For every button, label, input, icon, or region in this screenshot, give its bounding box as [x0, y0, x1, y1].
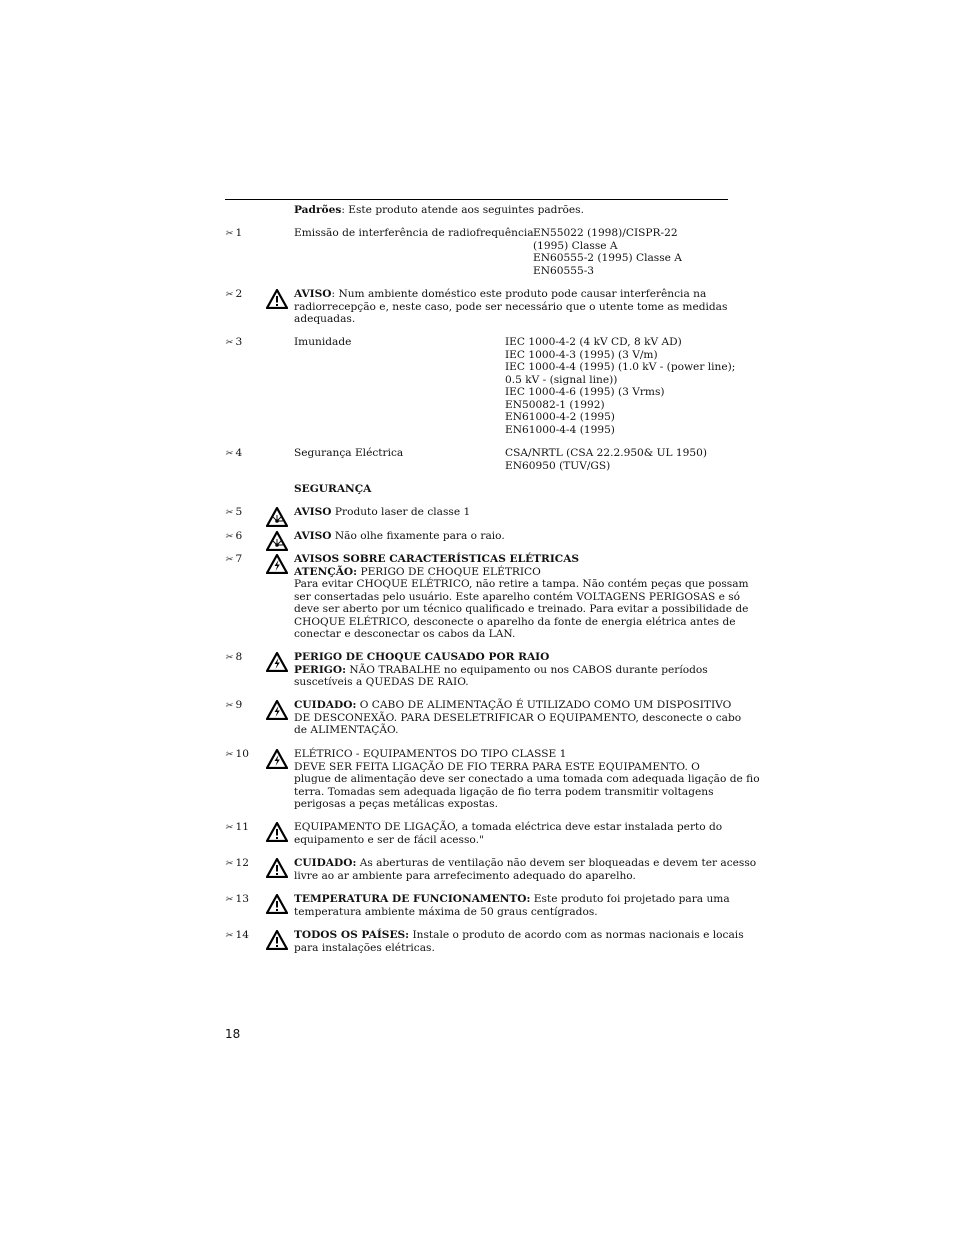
item-text [294, 288, 730, 326]
item-number [225, 553, 242, 567]
item-number [225, 336, 242, 350]
text-line [294, 676, 730, 689]
value-line: EN60950 (TUV/GS) [505, 459, 611, 472]
pencil-mark-icon: ✂ [225, 508, 232, 518]
item-number-value: 12 [235, 857, 250, 869]
line-text: suscetíveis a QUEDAS DE RAIO. [294, 676, 469, 688]
line-text: As aberturas de ventilação não devem ser bloqueadas e devem ter acesso [356, 857, 757, 869]
item-number [225, 893, 249, 907]
pencil-mark-icon: ✂ [225, 338, 232, 348]
item-number [225, 506, 242, 520]
item-bold-label: CUIDADO: [294, 699, 357, 711]
item-bold-label: PERIGO: [294, 663, 346, 676]
text-line [294, 906, 730, 919]
text-line [294, 699, 730, 712]
text-line [294, 664, 730, 677]
line-text: de ALIMENTAÇÃO. [294, 724, 399, 736]
item-number [225, 227, 242, 241]
value-line: EN55022 (1998)/CISPR-22 [533, 227, 678, 239]
page-number: 18 [225, 1027, 241, 1041]
value-line: EN60555-3 [533, 264, 595, 277]
item-number [225, 699, 242, 713]
item-number-value: 5 [235, 506, 243, 518]
standards-label: Padrões [294, 204, 342, 216]
line-text: EQUIPAMENTO DE LIGAÇÃO, a tomada eléctrica deve estar instalada perto do [294, 821, 723, 833]
pencil-mark-icon: ✂ [225, 701, 232, 711]
pencil-mark-icon: ✂ [225, 555, 232, 565]
item-number-value: 8 [235, 651, 243, 663]
warning-triangle-icon [266, 822, 288, 842]
item-text [294, 227, 730, 277]
item-values [533, 227, 773, 277]
line-text: ser consertadas pelo usuário. Este aparelho contém VOLTAGENS PERIGOSAS e só [294, 590, 741, 603]
electric-shock-icon [266, 554, 288, 574]
pencil-mark-icon: ✂ [225, 653, 232, 663]
item-values [505, 336, 745, 436]
value-line: 0.5 kV - (signal line)) [505, 373, 618, 386]
item-bold-label: AVISO [294, 506, 332, 518]
text-line [294, 615, 736, 629]
item-text [294, 699, 742, 737]
value-line: (1995) Classe A [533, 239, 618, 252]
item-bold-label: TODOS OS PAÍSES: [294, 929, 410, 941]
value-line: EN60555-2 (1995) Classe A [533, 252, 682, 264]
item-number [225, 651, 242, 665]
line-text: temperatura ambiente máxima de 50 graus centígrados. [294, 905, 598, 918]
line-text: PERIGO DE CHOQUE ELÉTRICO [357, 565, 541, 578]
line-text: : Num ambiente doméstico este produto pode causar interferência na [331, 288, 707, 300]
item-text [294, 821, 730, 846]
line-text: perigosas a peças metálicas expostas. [294, 798, 498, 810]
laser-warning-icon [266, 507, 288, 527]
text-line [294, 530, 730, 543]
line-text: terra. Tomadas sem adequada ligação de fio terra podem transmitir voltagens [294, 785, 714, 798]
text-line [294, 578, 749, 591]
line-text: para instalações elétricas. [294, 941, 435, 954]
line-text: NÃO TRABALHE no equipamento ou nos CABOS durante períodos [346, 663, 708, 676]
value-line: IEC 1000-4-2 (4 kV CD, 8 kV AD) [505, 336, 682, 348]
line-text: O CABO DE ALIMENTAÇÃO É UTILIZADO COMO UM DISPOSITIVO [356, 699, 732, 711]
line-text: Produto laser de classe 1 [331, 506, 471, 518]
item-number [225, 929, 249, 943]
item-text [294, 336, 736, 436]
text-line [294, 773, 760, 786]
item-text [294, 748, 760, 811]
text-line [294, 870, 730, 883]
item-number [225, 821, 249, 835]
item-number-value: 13 [235, 893, 250, 905]
pencil-mark-icon: ✂ [225, 895, 232, 905]
pencil-mark-icon: ✂ [225, 859, 232, 869]
value-line: EN61000-4-4 (1995) [505, 423, 615, 436]
line-text: equipamento e ser de fácil acesso." [294, 833, 484, 846]
text-line [294, 566, 730, 579]
line-text: livre ao ar ambiente para arrefecimento adequado do aparelho. [294, 869, 636, 882]
line-text: conectar e desconectar os cabos da LAN. [294, 628, 516, 640]
item-text [294, 553, 749, 641]
warning-triangle-icon [266, 289, 288, 309]
item-text [294, 447, 730, 472]
item-number [225, 530, 242, 544]
line-text: adequadas. [294, 313, 356, 325]
electric-shock-icon [266, 749, 288, 769]
item-number-value: 6 [235, 530, 243, 542]
pencil-mark-icon: ✂ [225, 750, 232, 760]
line-text: Instale o produto de acordo com as normas nacionais e locais [409, 929, 744, 941]
text-line [294, 893, 730, 906]
value-line: EN50082-1 (1992) [505, 398, 605, 411]
warning-triangle-icon [266, 930, 288, 950]
pencil-mark-icon: ✂ [225, 229, 232, 239]
text-line [294, 942, 730, 955]
text-line [294, 748, 730, 761]
line-text: DE DESCONEXÃO. PARA DESELETRIFICAR O EQUIPAMENTO, desconecte o cabo [294, 711, 742, 724]
item-bold-label: ATENÇÃO: [294, 565, 358, 578]
top-rule [225, 199, 728, 200]
item-title: AVISOS SOBRE CARACTERÍSTICAS ELÉTRICAS [294, 553, 580, 565]
text-line [294, 724, 730, 737]
item-number-value: 2 [235, 288, 243, 300]
text-line [294, 711, 742, 725]
standards-intro-text [294, 204, 730, 217]
item-number-value: 1 [235, 227, 243, 239]
value-line: IEC 1000-4-6 (1995) (3 Vrms) [505, 386, 665, 398]
line-text: ELÉTRICO - EQUIPAMENTOS DO TIPO CLASSE 1 [294, 748, 567, 760]
warning-triangle-icon [266, 858, 288, 878]
text-line [294, 603, 749, 616]
text-line [294, 821, 730, 834]
pencil-mark-icon: ✂ [225, 823, 232, 833]
text-line [294, 798, 730, 811]
item-bold-label: AVISO [294, 288, 332, 300]
warning-triangle-icon [266, 894, 288, 914]
text-line [294, 628, 730, 641]
text-line [294, 313, 730, 326]
item-text [294, 893, 730, 918]
line-text: Não olhe fixamente para o raio. [331, 530, 505, 542]
text-line [294, 929, 744, 942]
pencil-mark-icon: ✂ [225, 290, 232, 300]
item-title: PERIGO DE CHOQUE CAUSADO POR RAIO [294, 651, 550, 663]
item-number-value: 9 [235, 699, 243, 711]
item-label: Segurança Eléctrica [294, 447, 404, 459]
text-line [294, 590, 741, 604]
line-text: plugue de alimentação deve ser conectado a uma tomada com adequada ligação de fio [294, 773, 760, 785]
item-bold-label: AVISO [294, 530, 332, 542]
item-label: Imunidade [294, 336, 352, 348]
item-number-value: 7 [235, 553, 243, 565]
item-text [294, 506, 730, 519]
item-number [225, 288, 242, 302]
value-line: IEC 1000-4-4 (1995) (1.0 kV - (power line); [505, 361, 736, 373]
item-text [294, 929, 744, 954]
value-line: EN61000-4-2 (1995) [505, 411, 615, 423]
heading-label: SEGURANÇA [294, 483, 372, 495]
item-label: Emissão de interferência de radiofrequência [294, 227, 534, 239]
section-heading-text [294, 483, 730, 496]
text-line [294, 506, 730, 519]
item-number-value: 3 [235, 336, 243, 348]
pencil-mark-icon: ✂ [225, 532, 232, 542]
line-text: DEVE SER FEITA LIGAÇÃO DE FIO TERRA PARA ESTE EQUIPAMENTO. O [294, 760, 700, 773]
text-line [294, 857, 757, 870]
item-number-value: 11 [235, 821, 250, 833]
laser-warning-icon [266, 531, 288, 551]
line-text: Para evitar CHOQUE ELÉTRICO, não retire a tampa. Não contém peças que possam [294, 578, 749, 590]
line-text: Este produto foi projetado para uma [530, 893, 730, 905]
item-text [294, 651, 730, 689]
item-number [225, 748, 249, 762]
item-values [505, 447, 745, 472]
item-text [294, 530, 730, 543]
item-number-value: 10 [235, 748, 250, 760]
text-line [294, 786, 730, 799]
item-number-value: 14 [235, 929, 250, 941]
item-text [294, 857, 757, 882]
line-text: CHOQUE ELÉTRICO, desconecte o aparelho da fonte de energia elétrica antes de [294, 615, 736, 628]
item-number [225, 447, 242, 461]
text-line [294, 301, 730, 314]
standards-text: : Este produto atende aos seguintes padrões. [341, 204, 584, 216]
electric-shock-icon [266, 652, 288, 672]
item-bold-label: TEMPERATURA DE FUNCIONAMENTO: [294, 893, 531, 905]
item-number-value: 4 [235, 447, 243, 459]
text-line [294, 834, 730, 847]
text-line [294, 288, 730, 301]
value-line: CSA/NRTL (CSA 22.2.950& UL 1950) [505, 447, 708, 459]
item-number [225, 857, 249, 871]
text-line [294, 761, 730, 774]
item-bold-label: CUIDADO: [294, 857, 357, 869]
pencil-mark-icon: ✂ [225, 931, 232, 941]
line-text: deve ser aberto por um técnico qualificado e treinado. Para evitar a possibilidade de [294, 603, 749, 615]
pencil-mark-icon: ✂ [225, 449, 232, 459]
line-text: radiorrecepção e, neste caso, pode ser necessário que o utente tome as medidas [294, 300, 728, 313]
electric-shock-icon [266, 700, 288, 720]
value-line: IEC 1000-4-3 (1995) (3 V/m) [505, 348, 658, 361]
